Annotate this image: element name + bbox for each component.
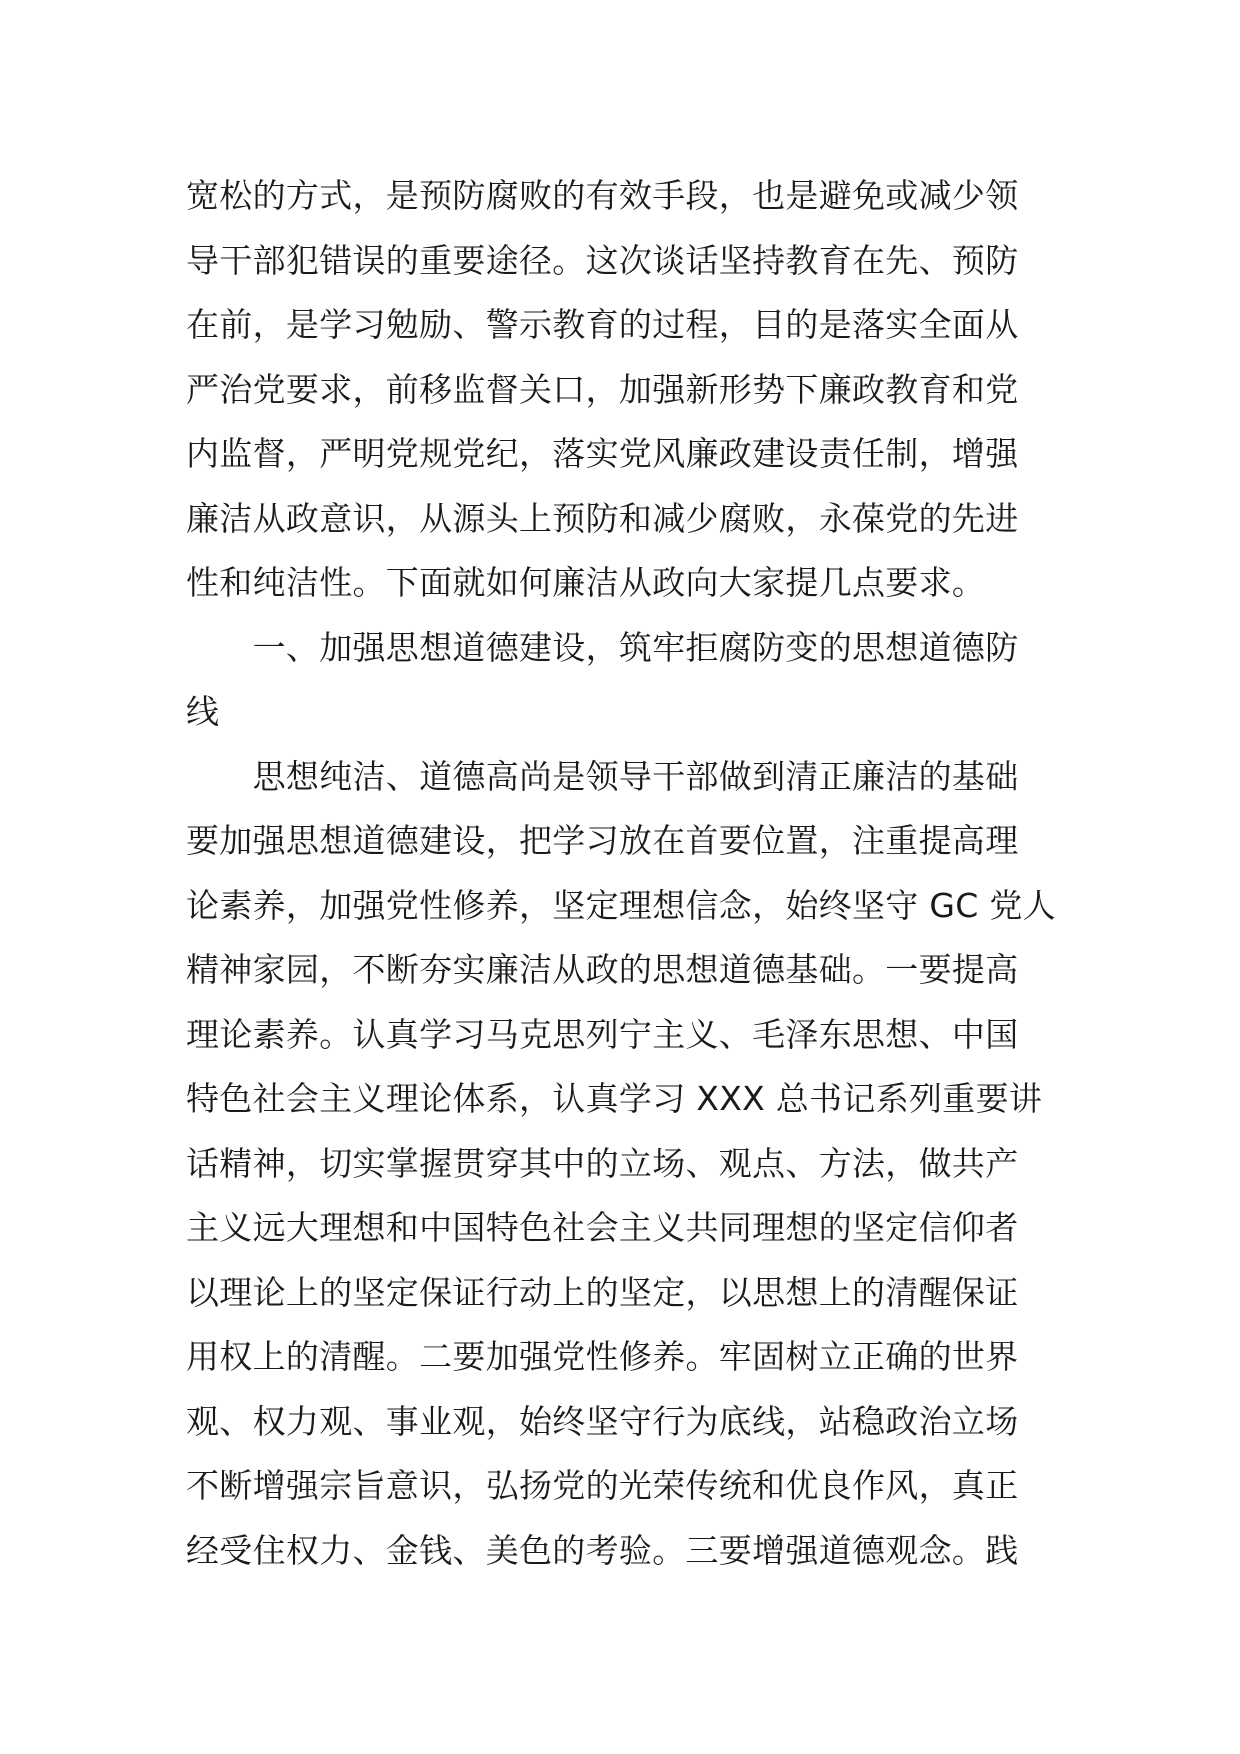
text-line: 在前，是学习勉励、警示教育的过程，目的是落实全面从 — [186, 305, 1019, 344]
text-line: 特色社会主义理论体系，认真学习 XXX 总书记系列重要讲 — [186, 1079, 1043, 1118]
text-line: 思想纯洁、道德高尚是领导干部做到清正廉洁的基础 — [186, 756, 1019, 796]
text-line: 不断增强宗旨意识，弘扬党的光荣传统和优良作风，真正 — [186, 1466, 1019, 1505]
text-line: 用权上的清醒。二要加强党性修养。牢固树立正确的世界 — [186, 1337, 1019, 1376]
section-heading-line: 一、加强思想道德建设，筑牢拒腐防变的思想道德防 — [186, 627, 1019, 667]
text-line: 性和纯洁性。下面就如何廉洁从政向大家提几点要求。 — [186, 563, 986, 602]
text-line: 导干部犯错误的重要途径。这次谈话坚持教育在先、预防 — [186, 240, 1019, 280]
section-heading-line: 线 — [186, 692, 220, 731]
text-line: 经受住权力、金钱、美色的考验。三要增强道德观念。践 — [186, 1530, 1019, 1570]
body-text — [186, 164, 1056, 1583]
text-line: 以理论上的坚定保证行动上的坚定，以思想上的清醒保证 — [186, 1272, 1019, 1312]
text-line: 严治党要求，前移监督关口，加强新形势下廉政教育和党 — [186, 369, 1019, 409]
text-line: 内监督，严明党规党纪，落实党风廉政建设责任制，增强 — [186, 434, 1019, 473]
text-line: 观、权力观、事业观，始终坚守行为底线，站稳政治立场 — [186, 1401, 1019, 1441]
text-line: 话精神，切实掌握贯穿其中的立场、观点、方法，做共产 — [186, 1143, 1019, 1183]
text-line: 廉洁从政意识，从源头上预防和减少腐败，永葆党的先进 — [186, 498, 1019, 538]
text-line: 宽松的方式，是预防腐败的有效手段，也是避免或减少领 — [186, 176, 1019, 215]
text-line: 理论素养。认真学习马克思列宁主义、毛泽东思想、中国 — [186, 1014, 1019, 1054]
text-line: 要加强思想道德建设，把学习放在首要位置，注重提高理 — [186, 821, 1019, 860]
text-line: 论素养，加强党性修养，坚定理想信念，始终坚守 GC 党人 — [186, 885, 1056, 925]
text-line: 精神家园，不断夯实廉洁从政的思想道德基础。一要提高 — [186, 950, 1019, 989]
text-line: 主义远大理想和中国特色社会主义共同理想的坚定信仰者 — [186, 1208, 1019, 1247]
